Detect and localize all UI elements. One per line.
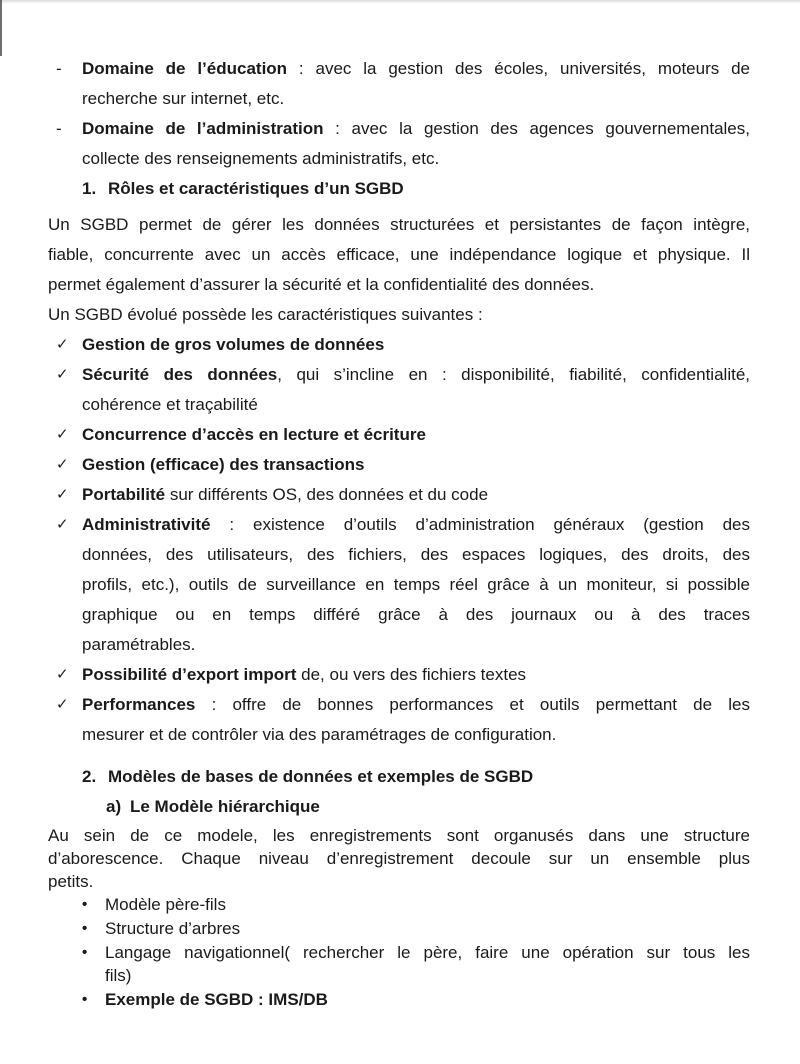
bold-term: Possibilité d’export import: [82, 665, 297, 684]
line-text: données, des utilisateurs, des fichiers, des espaces logiques, des droits, des: [82, 545, 750, 564]
bold-term: Domaine de l’éducation: [82, 59, 288, 78]
checkmark-icon: ✓: [56, 696, 69, 713]
bold-term: Performances: [82, 695, 196, 714]
dash-item-administration: [48, 114, 750, 174]
line-text: cohérence et traçabilité: [82, 395, 258, 414]
line-text: sur différents OS, des données et du code: [165, 485, 489, 504]
check-item-portabilite: [48, 480, 750, 510]
text-line: [82, 600, 750, 630]
bullet-icon: •: [82, 920, 88, 937]
hierarchical-model-list: [48, 893, 750, 1011]
checkmark-icon: ✓: [56, 336, 69, 353]
subsection-letter: a): [106, 797, 122, 816]
bullet-item-pere-fils: [48, 893, 750, 916]
section-number: 2.: [82, 767, 97, 786]
text-line: [82, 630, 750, 660]
text-line: [82, 510, 750, 540]
section-title: Modèles de bases de données et exemples de SGBD: [108, 767, 534, 786]
text-line: [105, 964, 750, 987]
text-line: d’aborescence. Chaque niveau d’enregistrement decoule sur un ensemble plus: [48, 849, 750, 868]
paragraph-sgbd-roles: [48, 210, 750, 300]
text-line: [105, 988, 750, 1011]
text-line: petits.: [48, 872, 94, 891]
text-line: [82, 84, 750, 114]
text-line: [82, 360, 750, 390]
text-line: [82, 690, 750, 720]
text-line: Au sein de ce modele, les enregistrements sont organusés dans une structure: [48, 826, 750, 845]
line-text: paramétrables.: [82, 635, 196, 654]
check-item-securite: [48, 360, 750, 420]
text-line: permet également d’assurer la sécurité et la confidentialité des données.: [48, 275, 595, 294]
bold-term: Portabilité: [82, 485, 166, 504]
section-heading-2: [48, 762, 750, 792]
text-line: [82, 480, 750, 510]
line-text: Langage navigationnel( rechercher le père, faire une opération sur tous les: [105, 943, 750, 962]
checkmark-icon: ✓: [56, 426, 69, 443]
text-line: [105, 941, 750, 964]
dash-item-education: [48, 54, 750, 114]
text-line: Un SGBD permet de gérer les données structurées et persistantes de façon intègre,: [48, 215, 750, 234]
document-content: [48, 0, 750, 1012]
bullet-item-structure-arbres: [48, 917, 750, 940]
text-line: [82, 54, 750, 84]
text-line: [82, 450, 750, 480]
check-item-transactions: [48, 450, 750, 480]
text-line: [82, 540, 750, 570]
checkmark-icon: ✓: [56, 666, 69, 683]
text-line: [82, 114, 750, 144]
line-text: fils): [105, 966, 132, 985]
text-line: [82, 660, 750, 690]
line-text: profils, etc.), outils de surveillance en temps réel grâce à un moniteur, si possible: [82, 575, 750, 594]
text-line: [105, 893, 750, 916]
checkmark-icon: ✓: [56, 366, 69, 383]
bold-term: Sécurité des données: [82, 365, 278, 384]
text-line: fiable, concurrente avec un accès efficace, une indépendance logique et physique. Il: [48, 245, 750, 264]
text-line: [82, 720, 750, 750]
line-text: de, ou vers des fichiers textes: [296, 665, 527, 684]
text-line: [105, 917, 750, 940]
line-text: : avec la gestion des écoles, universités, moteurs de: [287, 59, 751, 78]
line-text: Structure d’arbres: [105, 919, 241, 938]
text-line: [82, 390, 750, 420]
subsection-heading-a: [48, 792, 750, 822]
section-number: 1.: [82, 179, 97, 198]
bold-term: Gestion de gros volumes de données: [82, 335, 385, 354]
bullet-icon: •: [82, 991, 88, 1008]
bold-term: Exemple de SGBD : IMS/DB: [105, 990, 328, 1009]
dash-icon: -: [56, 59, 62, 78]
line-text: , qui s’incline en : disponibilité, fiabilité, confidentialité,: [277, 365, 750, 384]
text-line: [82, 144, 750, 174]
dash-icon: -: [56, 119, 62, 138]
check-item-concurrence: [48, 420, 750, 450]
bullet-item-langage-navigationnel: [48, 941, 750, 987]
line-text: : avec la gestion des agences gouvernementales,: [323, 119, 750, 138]
line-text: : existence d’outils d’administration généraux (gestion des: [210, 515, 750, 534]
check-item-volumes: [48, 330, 750, 360]
bold-term: Gestion (efficace) des transactions: [82, 455, 365, 474]
bold-term: Administrativité: [82, 515, 211, 534]
paragraph-modele-hierarchique: [48, 824, 750, 893]
section-title: Rôles et caractéristiques d’un SGBD: [108, 179, 404, 198]
section-heading-1: [48, 174, 750, 204]
bullet-icon: •: [82, 896, 88, 913]
paragraph-sgbd-evolue: Un SGBD évolué possède les caractéristiques suivantes :: [48, 305, 483, 324]
bullet-item-exemple-sgbd: [48, 988, 750, 1011]
subsection-title: Le Modèle hiérarchique: [130, 797, 320, 816]
check-item-administrativite: [48, 510, 750, 660]
line-text: collecte des renseignements administratifs, etc.: [82, 149, 440, 168]
line-text: mesurer et de contrôler via des paramétrages de configuration.: [82, 725, 557, 744]
text-line: [82, 420, 750, 450]
checkmark-icon: ✓: [56, 516, 69, 533]
line-text: graphique ou en temps différé grâce à des journaux ou à des traces: [82, 605, 750, 624]
bullet-icon: •: [82, 944, 88, 961]
line-text: recherche sur internet, etc.: [82, 89, 285, 108]
checkmark-icon: ✓: [56, 456, 69, 473]
bold-term: Concurrence d’accès en lecture et écriture: [82, 425, 426, 444]
check-item-performances: [48, 690, 750, 750]
check-item-export-import: [48, 660, 750, 690]
checkmark-icon: ✓: [56, 486, 69, 503]
text-line: [82, 330, 750, 360]
bold-term: Domaine de l’administration: [82, 119, 324, 138]
line-text: : offre de bonnes performances et outils permettant de les: [195, 695, 750, 714]
scan-artifact-left: [0, 0, 2, 56]
text-line: [82, 570, 750, 600]
line-text: Modèle père-fils: [105, 895, 226, 914]
